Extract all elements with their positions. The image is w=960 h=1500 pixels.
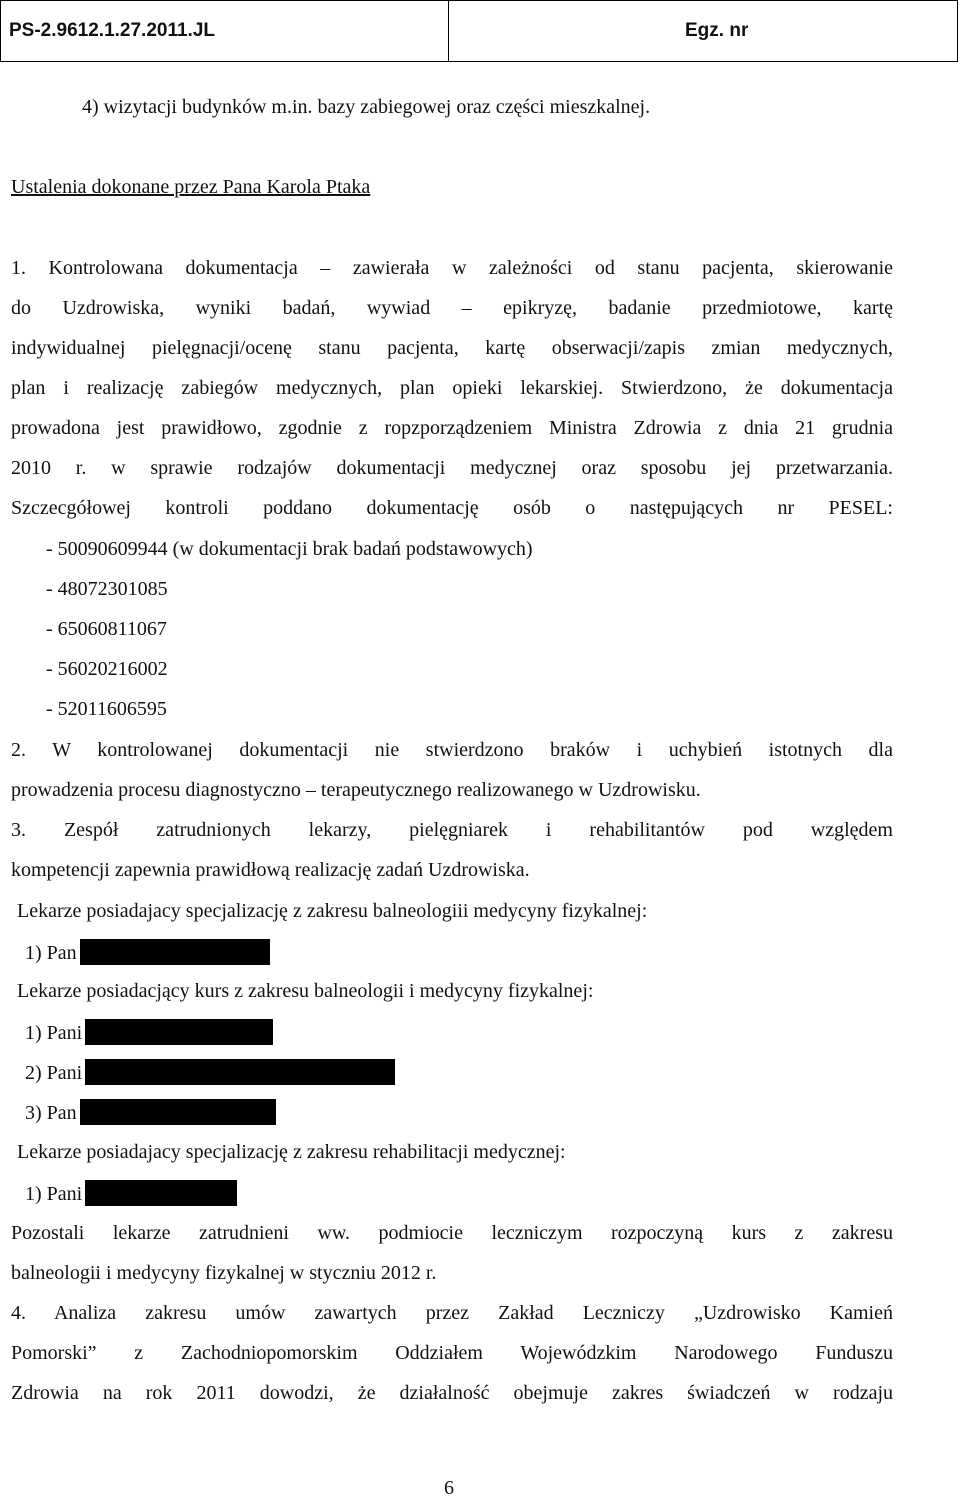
pesel-list-item: - 65060811067 — [46, 618, 167, 640]
pesel-list-item: - 56020216002 — [46, 658, 168, 680]
paragraph-1-line: plan i realizację zabiegów medycznych, plan opieki lekarskiej. Stwierdzono, że dokumentacja — [11, 377, 893, 399]
rehabilitation-specialists-heading: Lekarze posiadajacy specjalizację z zakresu rehabilitacji medycznej: — [17, 1141, 566, 1163]
doctor-entry — [25, 1099, 276, 1123]
page-number: 6 — [444, 1477, 454, 1499]
remaining-doctors-line: Pozostali lekarze zatrudnieni ww. podmiocie leczniczym rozpoczyną kurs z zakresu — [11, 1222, 893, 1244]
paragraph-1-line: do Uzdrowiska, wyniki badań, wywiad – epikryzę, badanie przedmiotowe, kartę — [11, 297, 893, 319]
redaction-bar — [80, 939, 270, 965]
doctor-title: 2) Pani — [25, 1062, 83, 1084]
paragraph-4-line: Zdrowia na rok 2011 dowodzi, że działalność obejmuje zakres świadczeń w rodzaju — [11, 1382, 893, 1404]
paragraph-4-line: Pomorski” z Zachodniopomorskim Oddziałem Wojewódzkim Narodowego Funduszu — [11, 1342, 893, 1364]
paragraph-1-line: indywidualnej pielęgnacji/ocenę stanu pacjenta, kartę obserwacji/zapis zmian medycznych, — [11, 337, 893, 359]
paragraph-1-line: prowadona jest prawidłowo, zgodnie z ropzporządzeniem Ministra Zdrowia z dnia 21 grudnia — [11, 417, 893, 439]
pesel-list-item: - 52011606595 — [46, 698, 167, 720]
doctor-title: 1) Pani — [25, 1183, 83, 1205]
document-reference: PS-2.9612.1.27.2011.JL — [1, 1, 449, 61]
redaction-bar — [80, 1099, 276, 1125]
doctor-entry — [25, 1059, 395, 1083]
pesel-list-item: - 48072301085 — [46, 578, 168, 600]
paragraph-1-line: Szczecgółowej kontroli poddano dokumentację osób o następujących nr PESEL: — [11, 497, 893, 519]
doctor-title: 3) Pan — [25, 1102, 77, 1124]
paragraph-4-line: 4. Analiza zakresu umów zawartych przez Zakład Leczniczy „Uzdrowisko Kamień — [11, 1302, 893, 1324]
redaction-bar — [85, 1059, 395, 1085]
redaction-bar — [85, 1019, 273, 1045]
section-heading: Ustalenia dokonane przez Pana Karola Ptaka — [11, 176, 371, 198]
paragraph-1-line: 1. Kontrolowana dokumentacja – zawierała w zależności od stanu pacjenta, skierowanie — [11, 257, 893, 279]
paragraph-3-line: 3. Zespół zatrudnionych lekarzy, pielęgniarek i rehabilitantów pod względem — [11, 819, 893, 841]
copy-number-label: Egz. nr — [685, 20, 749, 41]
paragraph-2-line: 2. W kontrolowanej dokumentacji nie stwierdzono braków i uchybień istotnych dla — [11, 739, 893, 761]
pesel-list-item: - 50090609944 (w dokumentacji brak badań podstawowych) — [46, 538, 533, 560]
paragraph-1-line: 2010 r. w sprawie rodzajów dokumentacji medycznej oraz sposobu jej przetwarzania. — [11, 457, 893, 479]
list-item-4: 4) wizytacji budynków m.in. bazy zabiegowej oraz części mieszkalnej. — [82, 96, 651, 118]
page-header — [0, 0, 958, 62]
doctor-title: 1) Pan — [25, 942, 77, 964]
doctor-entry — [25, 1019, 273, 1043]
remaining-doctors-line: balneologii i medycyny fizykalnej w styczniu 2012 r. — [11, 1262, 437, 1284]
redaction-bar — [85, 1180, 237, 1206]
doctor-entry — [25, 939, 270, 963]
balneology-specialists-heading: Lekarze posiadajacy specjalizację z zakresu balneologiii medycyny fizykalnej: — [17, 900, 648, 922]
balneology-course-heading: Lekarze posiadacjący kurs z zakresu balneologii i medycyny fizykalnej: — [17, 980, 594, 1002]
paragraph-2-line: prowadzenia procesu diagnostyczno – terapeutycznego realizowanego w Uzdrowisku. — [11, 779, 701, 801]
doctor-entry — [25, 1180, 237, 1204]
paragraph-3-line: kompetencji zapewnia prawidłową realizację zadań Uzdrowiska. — [11, 859, 530, 881]
doctor-title: 1) Pani — [25, 1022, 83, 1044]
